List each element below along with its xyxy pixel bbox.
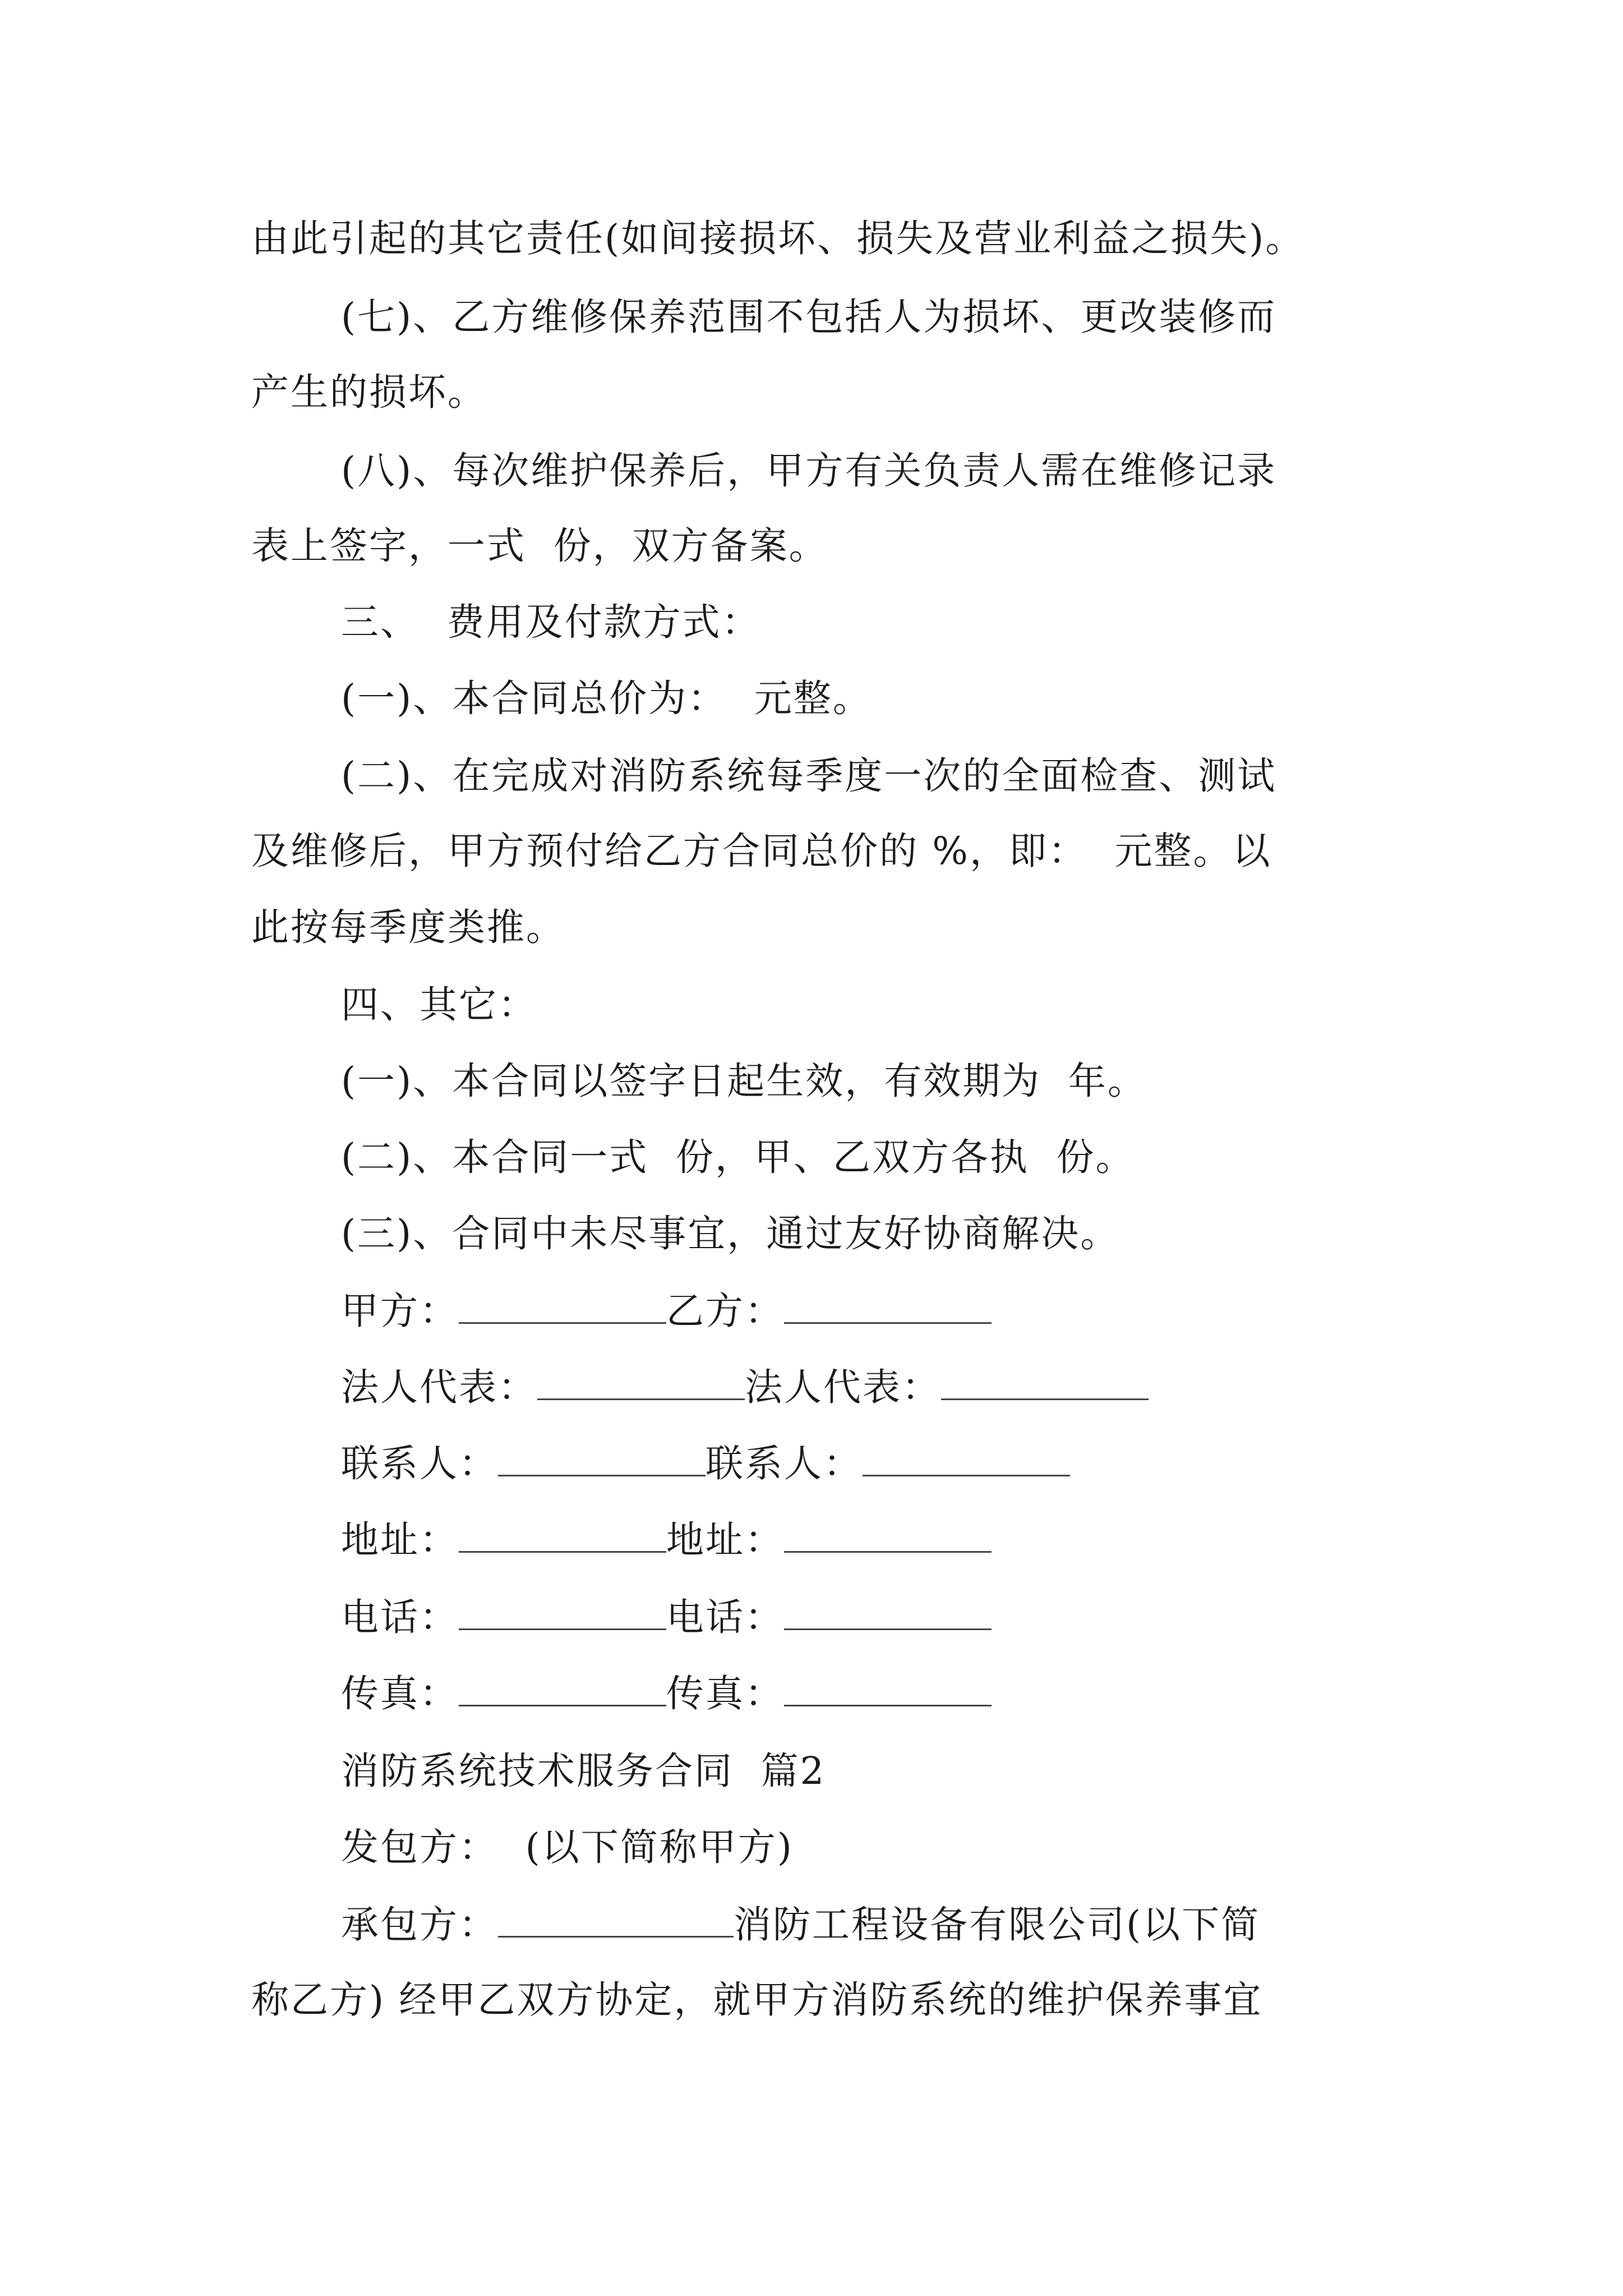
clause-8: (八)、每次维护保养后，甲方有关负责人需在维修记录: [341, 449, 1277, 493]
party-a-label: 甲方：: [341, 1289, 459, 1333]
signature-row-fax: [341, 1672, 992, 1715]
phone-b-label: 电话：: [666, 1595, 784, 1639]
fax-b-blank: [784, 1703, 992, 1706]
contractor-rest: 消防工程设备有限公司(以下简: [734, 1903, 1261, 1947]
phone-b-blank: [784, 1626, 992, 1630]
phone-a-blank: [459, 1626, 666, 1630]
clause-4-3: (三)、合同中未尽事宜，通过友好协商解决。: [341, 1212, 1120, 1255]
legal-rep-b-blank: [941, 1396, 1149, 1400]
section-heading-4: 四、其它：: [341, 983, 537, 1027]
contractor-line: [341, 1903, 1261, 1947]
contractor-label: 承包方：: [341, 1903, 498, 1947]
paragraph-line: 产生的损坏。: [251, 370, 487, 414]
address-a-label: 地址：: [341, 1518, 459, 1562]
contact-a-blank: [498, 1473, 706, 1476]
address-b-label: 地址：: [666, 1518, 784, 1562]
legal-rep-a-label: 法人代表：: [341, 1365, 537, 1409]
signature-row-party: [341, 1289, 992, 1333]
phone-a-label: 电话：: [341, 1595, 459, 1639]
contact-a-label: 联系人：: [341, 1442, 498, 1485]
clause-3-2: (二)、在完成对消防系统每季度一次的全面检查、测试: [341, 754, 1277, 798]
address-a-blank: [459, 1549, 666, 1553]
signature-row-legal-rep: [341, 1365, 1149, 1409]
paragraph-line: 表上签字，一式 份，双方备案。: [251, 524, 828, 568]
section-2-title: 消防系统技术服务合同 篇2: [341, 1749, 826, 1793]
clause-3-1: (一)、本合同总价为： 元整。: [341, 677, 872, 720]
signature-row-contact: [341, 1442, 1070, 1485]
contact-b-blank: [863, 1473, 1070, 1476]
party-b-blank: [784, 1320, 992, 1324]
contractor-blank: [498, 1934, 734, 1938]
party-b-label: 乙方：: [666, 1289, 784, 1333]
paragraph-line: 由此引起的其它责任(如间接损坏、损失及营业利益之损失)。: [251, 217, 1305, 260]
issuer-line: 发包方： (以下简称甲方): [341, 1825, 794, 1869]
legal-rep-a-blank: [537, 1396, 745, 1400]
paragraph-line: 称乙方) 经甲乙双方协定，就甲方消防系统的维护保养事宜: [251, 1978, 1263, 2022]
address-b-blank: [784, 1549, 992, 1553]
clause-4-1: (一)、本合同以签字日起生效，有效期为 年。: [341, 1059, 1147, 1103]
clause-7: (七)、乙方维修保养范围不包括人为损坏、更改装修而: [341, 295, 1277, 339]
section-heading-3: 三、 费用及付款方式：: [341, 600, 761, 644]
paragraph-line: 及维修后，甲方预付给乙方合同总价的 %，即： 元整。以: [251, 829, 1272, 873]
clause-4-2: (二)、本合同一式 份，甲、乙双方各执 份。: [341, 1135, 1135, 1179]
signature-row-address: [341, 1518, 992, 1562]
signature-row-phone: [341, 1595, 992, 1639]
fax-b-label: 传真：: [666, 1672, 784, 1715]
legal-rep-b-label: 法人代表：: [745, 1365, 941, 1409]
contact-b-label: 联系人：: [706, 1442, 863, 1485]
paragraph-line: 此按每季度类推。: [251, 905, 565, 949]
fax-a-blank: [459, 1703, 666, 1706]
party-a-blank: [459, 1320, 666, 1324]
fax-a-label: 传真：: [341, 1672, 459, 1715]
